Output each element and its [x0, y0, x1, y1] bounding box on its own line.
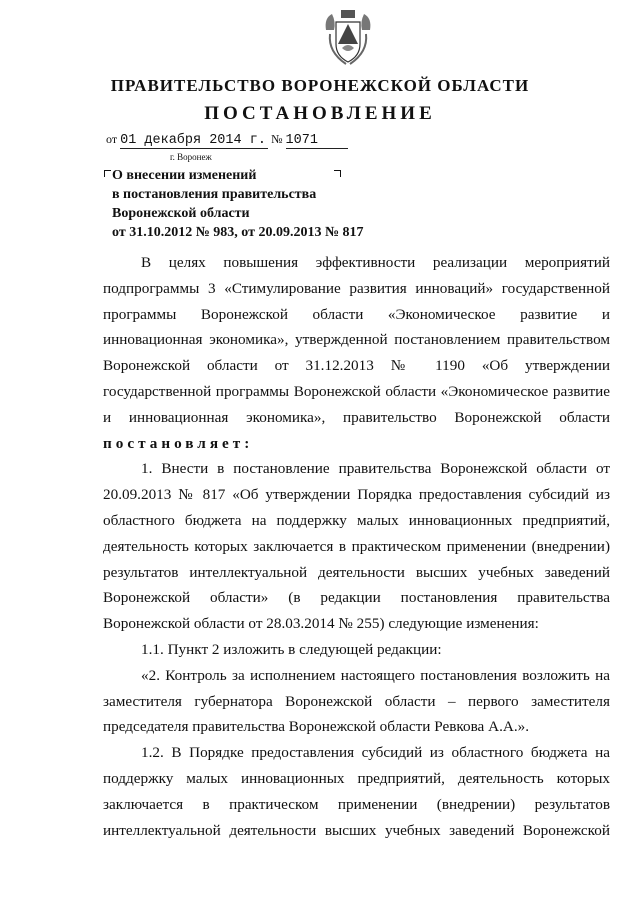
date-line — [106, 132, 348, 149]
subject-line: Воронежской области — [112, 206, 250, 221]
body-line: 20.09.2013 № 817 «Об утверждении Порядка предоставления субсидий из — [103, 486, 610, 504]
coat-of-arms-icon — [322, 8, 374, 66]
body-line: В целях повышения эффективности реализации мероприятий — [141, 254, 610, 271]
body-line: 1.2. В Порядке предоставления субсидий из областного бюджета на — [141, 744, 610, 762]
body-line: председателя правительства Воронежской области Ревкова А.А.». — [103, 718, 530, 736]
body-line: 1. Внести в постановление правительства Воронежской области от — [141, 460, 610, 478]
number-prefix: № — [271, 132, 283, 146]
body-line: программы Воронежской области «Экономическое развитие и — [103, 305, 610, 323]
body-line: Воронежской области» (в редакции постановления правительства — [103, 589, 610, 607]
subject-line: в постановления правительства — [112, 187, 317, 202]
document-body — [103, 250, 610, 843]
body-line: и инновационная экономика», правительство Воронежской области — [103, 408, 610, 426]
document-type: ПОСТАНОВЛЕНИЕ — [204, 103, 436, 124]
body-line: инновационная экономика», утвержденной постановлением правительством — [103, 331, 610, 349]
body-line: интеллектуальной деятельности высших учебных заведений Воронежской — [103, 821, 610, 839]
body-line: результатов интеллектуальной деятельности высших учебных заведений — [103, 563, 610, 581]
document-number: 1071 — [286, 133, 348, 149]
subject-line: от 31.10.2012 № 983, от 20.09.2013 № 817 — [112, 225, 364, 240]
body-line: государственной программы Воронежской области «Экономическое развитие — [103, 382, 610, 400]
date-prefix: от — [106, 132, 118, 146]
body-line: деятельность которых заключается в практическом применении (внедрении) — [103, 537, 610, 555]
document-subject — [112, 166, 364, 242]
body-line: подпрограммы 3 «Стимулирование развития инноваций» государственной — [103, 279, 610, 297]
subject-line: О внесении изменений — [112, 168, 257, 183]
body-line: поддержку малых инновационных предприятий, деятельность которых — [103, 769, 610, 787]
body-line: заключается в практическом применении (внедрении) результатов — [103, 795, 610, 813]
body-line: «2. Контроль за исполнением настоящего постановления возложить на — [141, 666, 610, 684]
resolution-word: постановляет: — [103, 434, 254, 452]
body-line: областного бюджета на поддержку малых инновационных предприятий, — [103, 511, 610, 529]
body-line: 1.1. Пункт 2 изложить в следующей редакции: — [141, 640, 442, 658]
organization-title: ПРАВИТЕЛЬСТВО ВОРОНЕЖСКОЙ ОБЛАСТИ — [110, 76, 530, 95]
document-date: 01 декабря 2014 г. — [120, 133, 268, 149]
body-line: Воронежской области от 31.12.2013 № 1190 «Об утверждении — [103, 357, 610, 375]
city: г. Воронеж — [170, 152, 212, 162]
body-line: заместителя губернатора Воронежской области – первого заместителя — [103, 692, 610, 710]
subject-bracket-left — [104, 170, 111, 177]
body-line: Воронежской области от 28.03.2014 № 255) следующие изменения: — [103, 615, 539, 633]
